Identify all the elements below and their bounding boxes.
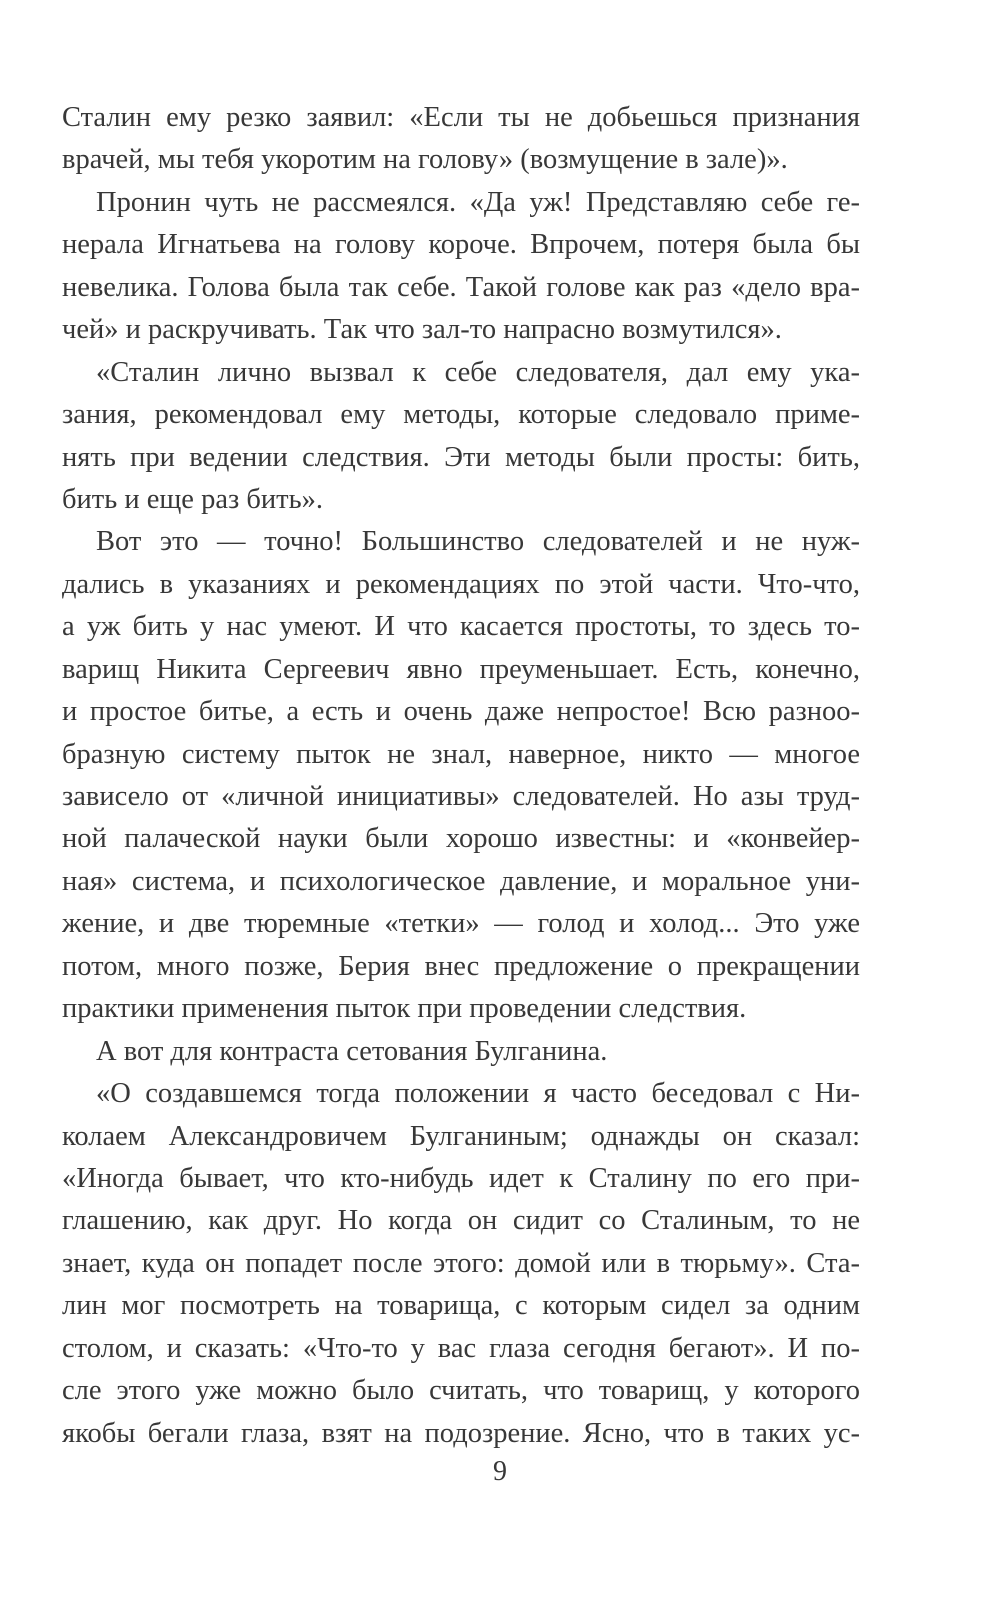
text-line: «Иногда бывает, что кто-нибудь идет к Сталину по его при- bbox=[62, 1162, 860, 1194]
text-line: А вот для контраста сетования Булганина. bbox=[96, 1035, 608, 1067]
text-line: знает, куда он попадет после этого: домой или в тюрьму». Ста- bbox=[62, 1247, 860, 1279]
text-line: колаем Александровичем Булганиным; однажды он сказал: bbox=[62, 1120, 860, 1152]
page-number: 9 bbox=[493, 1456, 507, 1487]
text-line: чей» и раскручивать. Так что зал-то напрасно возмутился». bbox=[62, 314, 782, 346]
text-line: и простое битье, а есть и очень даже непростое! Всю разноо- bbox=[62, 696, 860, 728]
text-line: потом, много позже, Берия внес предложение о прекращении bbox=[62, 950, 860, 982]
text-line: зания, рекомендовал ему методы, которые следовало приме- bbox=[62, 399, 860, 431]
text-line: сле этого уже можно было считать, что товарищ, у которого bbox=[62, 1375, 860, 1407]
text-line: Пронин чуть не рассмеялся. «Да уж! Представляю себе ге- bbox=[96, 186, 860, 218]
text-line: врачей, мы тебя укоротим на голову» (возмущение в зале)». bbox=[62, 144, 788, 176]
text-line: «О создавшемся тогда положении я часто беседовал с Ни- bbox=[96, 1078, 860, 1110]
text-line: Вот это — точно! Большинство следователей и не нуж- bbox=[96, 526, 860, 558]
page-body-text bbox=[62, 97, 860, 1455]
text-line: а уж бить у нас умеют. И что касается простоты, то здесь то- bbox=[62, 611, 860, 643]
text-line: нерала Игнатьева на голову короче. Впрочем, потеря была бы bbox=[62, 229, 860, 261]
text-line: жение, и две тюремные «тетки» — голод и холод... Это уже bbox=[62, 908, 860, 940]
text-line: невелика. Голова была так себе. Такой голове как раз «дело вра- bbox=[62, 271, 860, 303]
text-line: практики применения пыток при проведении следствия. bbox=[62, 993, 747, 1025]
text-line: ной палаческой науки были хорошо известны: и «конвейер- bbox=[62, 823, 860, 855]
text-line: бразную систему пыток не знал, наверное, никто — многое bbox=[62, 738, 860, 770]
text-line: ная» система, и психологическое давление, и моральное уни- bbox=[62, 865, 860, 897]
text-line: лин мог посмотреть на товарища, с которым сидел за одним bbox=[62, 1290, 860, 1322]
text-line: варищ Никита Сергеевич явно преуменьшает. Есть, конечно, bbox=[62, 653, 860, 685]
text-line: глашению, как друг. Но когда он сидит со Сталиным, то не bbox=[62, 1205, 860, 1237]
text-line: бить и еще раз бить». bbox=[62, 483, 323, 515]
text-line: «Сталин лично вызвал к себе следователя, дал ему ука- bbox=[96, 356, 860, 388]
text-line: нять при ведении следствия. Эти методы были просты: бить, bbox=[62, 441, 860, 473]
text-line: зависело от «личной инициативы» следователей. Но азы труд- bbox=[62, 781, 860, 812]
text-line: дались в указаниях и рекомендациях по этой части. Что-что, bbox=[62, 568, 860, 600]
text-line: столом, и сказать: «Что-то у вас глаза сегодня бегают». И по- bbox=[62, 1332, 860, 1364]
text-line: якобы бегали глаза, взят на подозрение. Ясно, что в таких ус- bbox=[62, 1417, 860, 1449]
text-line: Сталин ему резко заявил: «Если ты не добьешься признания bbox=[62, 102, 860, 133]
